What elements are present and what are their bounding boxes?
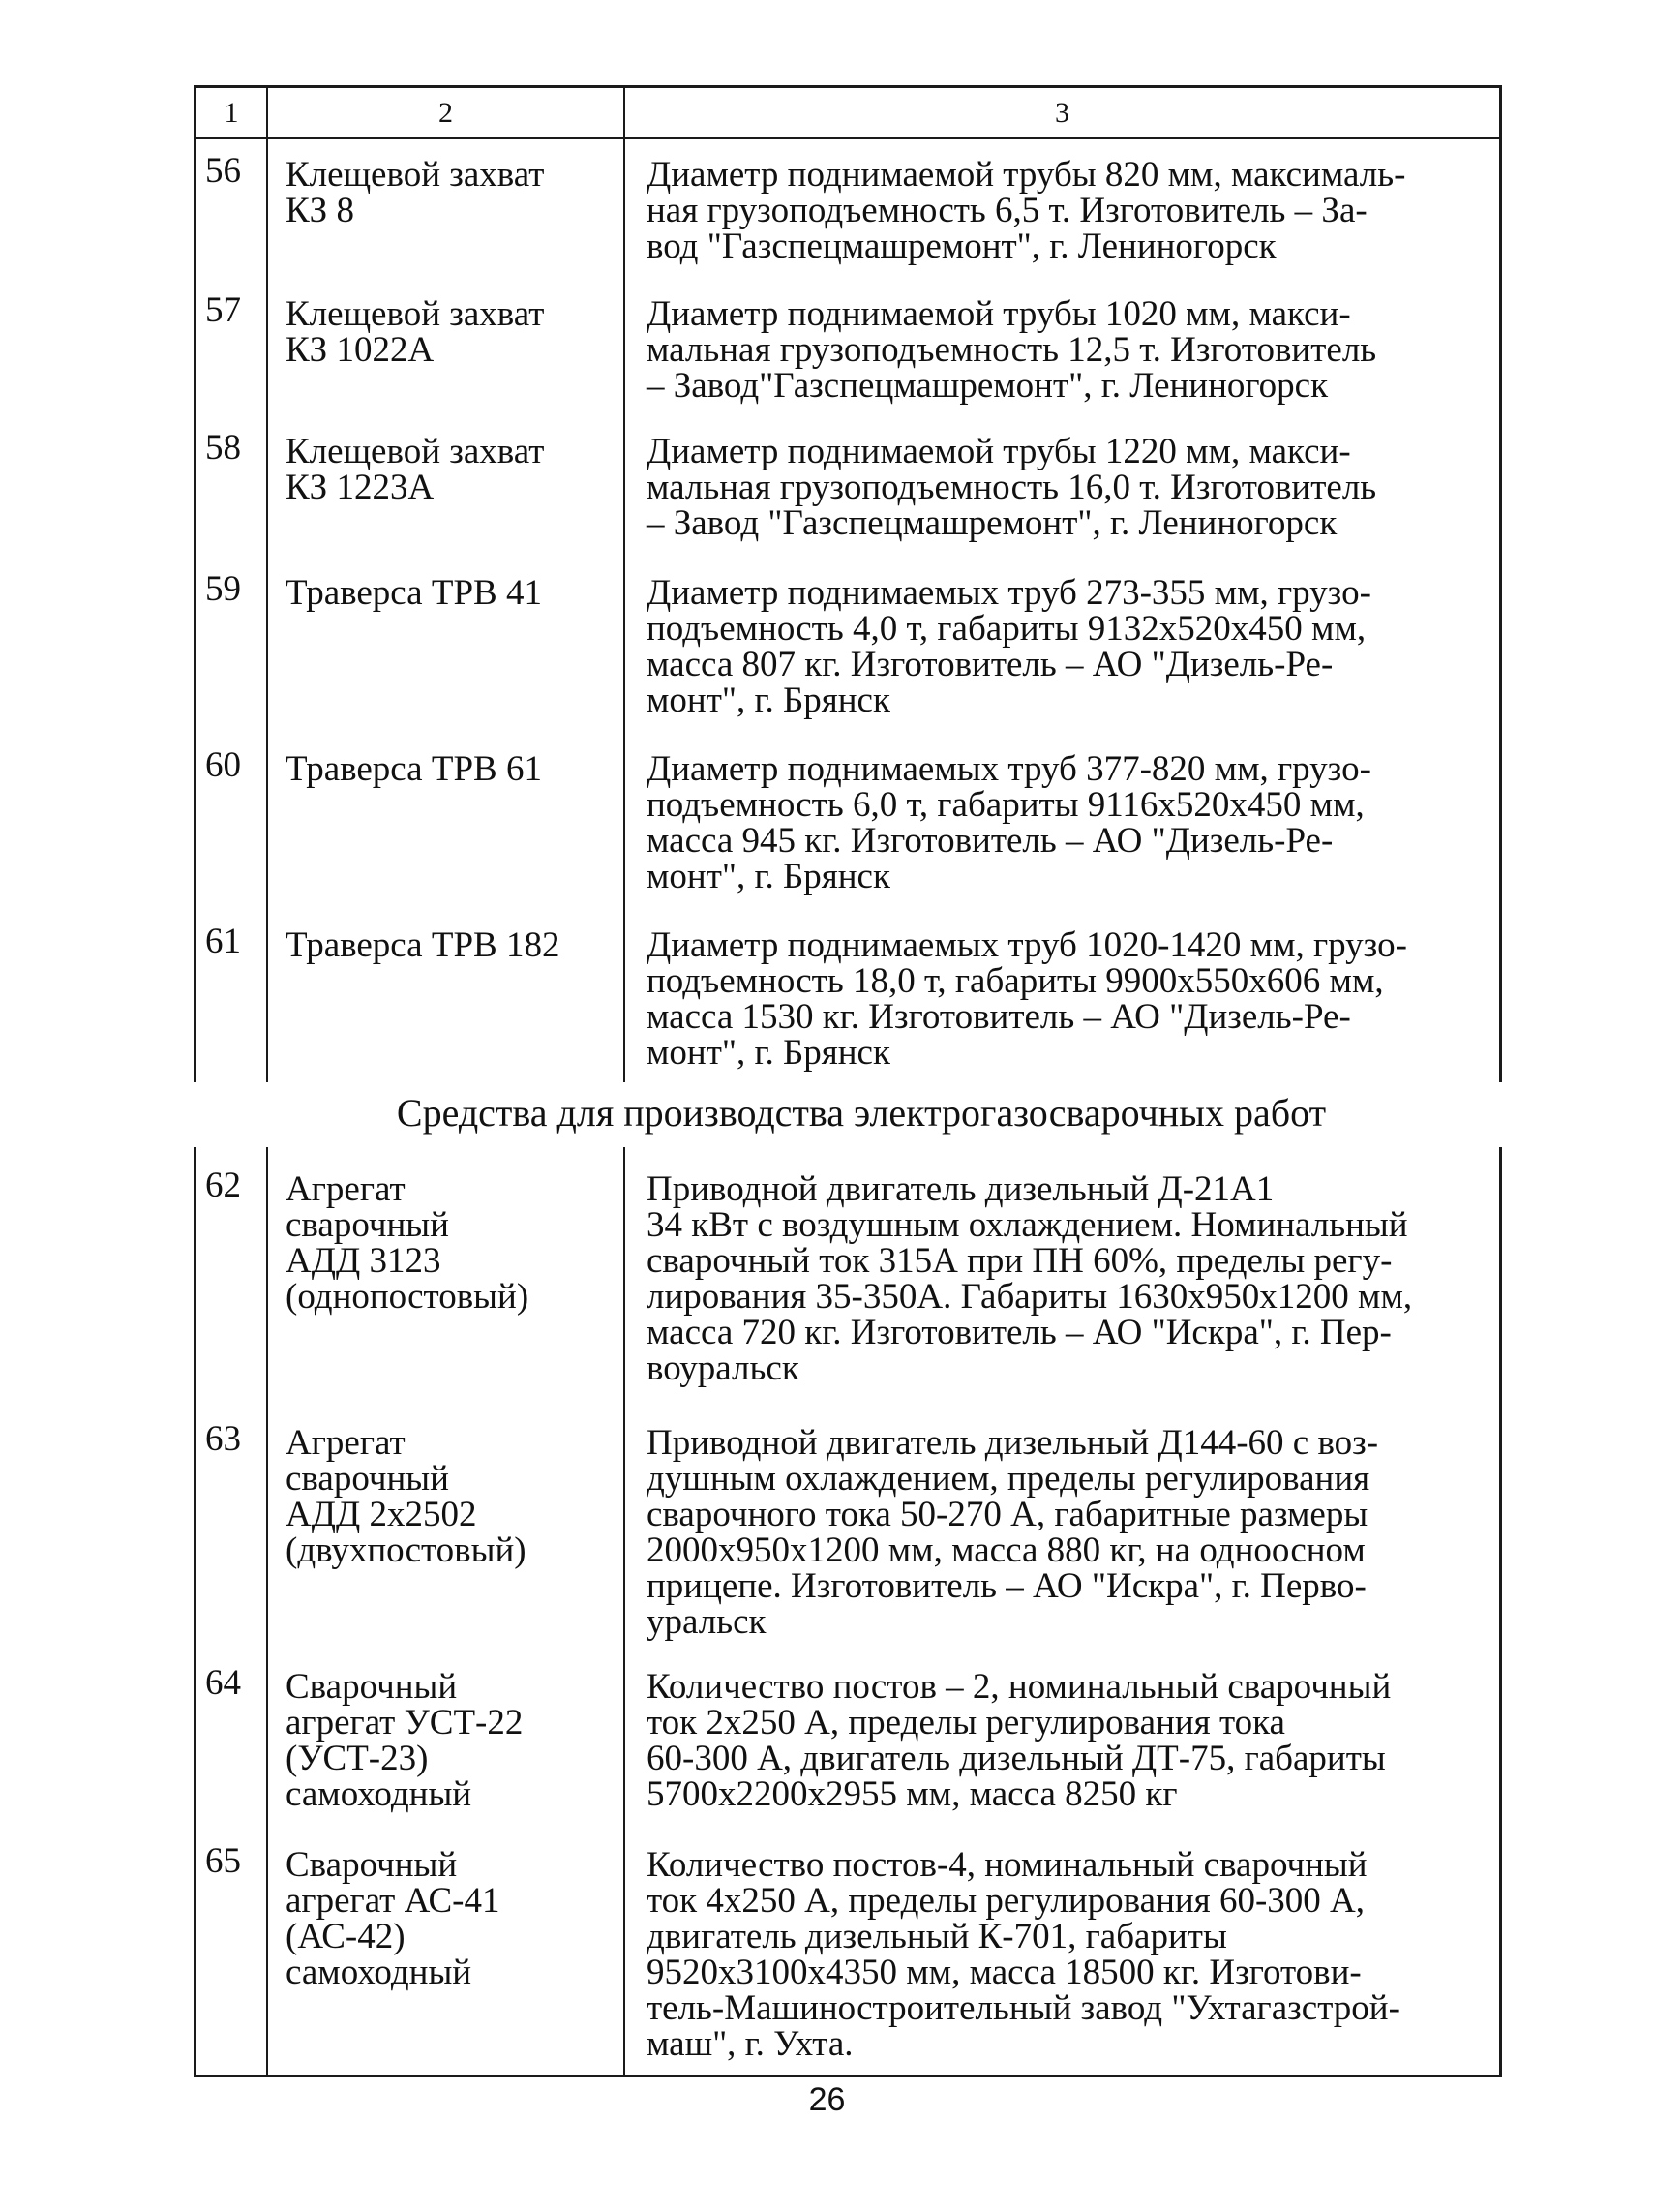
col-divider-2-bottom	[623, 1147, 625, 2076]
equipment-description: Диаметр поднимаемой трубы 820 мм, максималь- ная грузоподъемность 6,5 т. Изготовитель – За- вод "Газспецмашремонт", г. Лениногорск	[647, 155, 1406, 266]
row-number: 60	[205, 745, 241, 785]
page-number: 26	[808, 2081, 846, 2118]
header-col-2: 2	[438, 97, 453, 129]
col-divider-1-top	[266, 85, 268, 1082]
equipment-description: Диаметр поднимаемой трубы 1220 мм, макси- мальная грузоподъемность 16,0 т. Изготовитель – Завод "Газспецмашремонт", г. Лениногорск	[647, 432, 1377, 543]
equipment-name: Траверса ТРВ 182	[286, 925, 560, 965]
table-bottom-border	[194, 2075, 1502, 2077]
header-col-3: 3	[1055, 97, 1069, 129]
equipment-description: Приводной двигатель дизельный Д144-60 с воз- душным охлаждением, пределы регулирования сварочного тока 50-270 А, габаритные размеры 2000х950х1200 мм, масса 880 кг, на одноосном прицепе. Изготовитель – АО "Искра", г. Перво- уральск	[647, 1423, 1379, 1642]
row-number: 63	[205, 1419, 241, 1459]
table-top-border	[194, 85, 1502, 88]
equipment-name: Сварочный агрегат АС-41 (АС-42) самоходный	[286, 1845, 500, 1992]
equipment-description: Диаметр поднимаемых труб 1020-1420 мм, грузо- подъемность 18,0 т, габариты 9900х550х606 мм, масса 1530 кг. Изготовитель – АО "Дизель-Ре- монт", г. Брянск	[647, 925, 1407, 1073]
equipment-name: Агрегат сварочный АДД 2х2502 (двухпостовый)	[286, 1423, 526, 1570]
row-number: 58	[205, 428, 241, 468]
row-number: 59	[205, 569, 241, 609]
row-number: 65	[205, 1841, 241, 1881]
equipment-name: Клещевой захват КЗ 8	[286, 155, 545, 230]
equipment-description: Диаметр поднимаемых труб 273-355 мм, грузо- подъемность 4,0 т, габариты 9132х520х450 мм, масса 807 кг. Изготовитель – АО "Дизель-Ре- монт", г. Брянск	[647, 573, 1371, 720]
equipment-description: Количество постов-4, номинальный сварочный ток 4х250 А, пределы регулирования 60-300 А, двигатель дизельный К-701, габариты 9520х3100х4350 мм, масса 18500 кг. Изготови- тель-Машиностроительный завод "Ухтагазстрой- маш", г. Ухта.	[647, 1845, 1400, 2064]
equipment-name: Клещевой захват КЗ 1223А	[286, 432, 545, 507]
equipment-name: Траверса ТРВ 61	[286, 749, 542, 789]
equipment-description: Приводной двигатель дизельный Д-21А1 34 кВт с воздушным охлаждением. Номинальный сварочный ток 315А при ПН 60%, пределы регу- лирования 35-350А. Габариты 1630х950х1200 мм, масса 720 кг. Изготовитель – АО "Искра", г. Пер- воуральск	[647, 1169, 1413, 1388]
table-right-border-bottom	[1499, 1147, 1502, 2076]
section-title: Средства для производства электрогазосварочных работ	[396, 1091, 1327, 1135]
equipment-name: Клещевой захват КЗ 1022А	[286, 294, 545, 370]
table-right-border-top	[1499, 85, 1502, 1082]
equipment-name: Сварочный агрегат УСТ-22 (УСТ-23) самоходный	[286, 1667, 524, 1814]
equipment-name: Траверса ТРВ 41	[286, 573, 542, 613]
col-divider-1-bottom	[266, 1147, 268, 2076]
table-left-border-bottom	[194, 1147, 196, 2076]
row-number: 64	[205, 1663, 241, 1703]
row-number: 56	[205, 151, 241, 191]
equipment-description: Диаметр поднимаемых труб 377-820 мм, грузо- подъемность 6,0 т, габариты 9116х520х450 мм, масса 945 кг. Изготовитель – АО "Дизель-Ре- монт", г. Брянск	[647, 749, 1371, 896]
equipment-name: Агрегат сварочный АДД 3123 (однопостовый)	[286, 1169, 529, 1317]
header-col-1: 1	[224, 97, 239, 129]
row-number: 61	[205, 922, 241, 961]
table-left-border-top	[194, 85, 196, 1082]
row-number: 57	[205, 290, 241, 330]
col-divider-2-top	[623, 85, 625, 1082]
equipment-description: Диаметр поднимаемой трубы 1020 мм, макси- мальная грузоподъемность 12,5 т. Изготовитель – Завод"Газспецмашремонт", г. Лениногорск	[647, 294, 1377, 406]
equipment-description: Количество постов – 2, номинальный сварочный ток 2х250 А, пределы регулирования тока 60-300 А, двигатель дизельный ДТ-75, габариты 5700х2200х2955 мм, масса 8250 кг	[647, 1667, 1392, 1814]
header-bottom-border	[194, 137, 1502, 139]
row-number: 62	[205, 1166, 241, 1205]
